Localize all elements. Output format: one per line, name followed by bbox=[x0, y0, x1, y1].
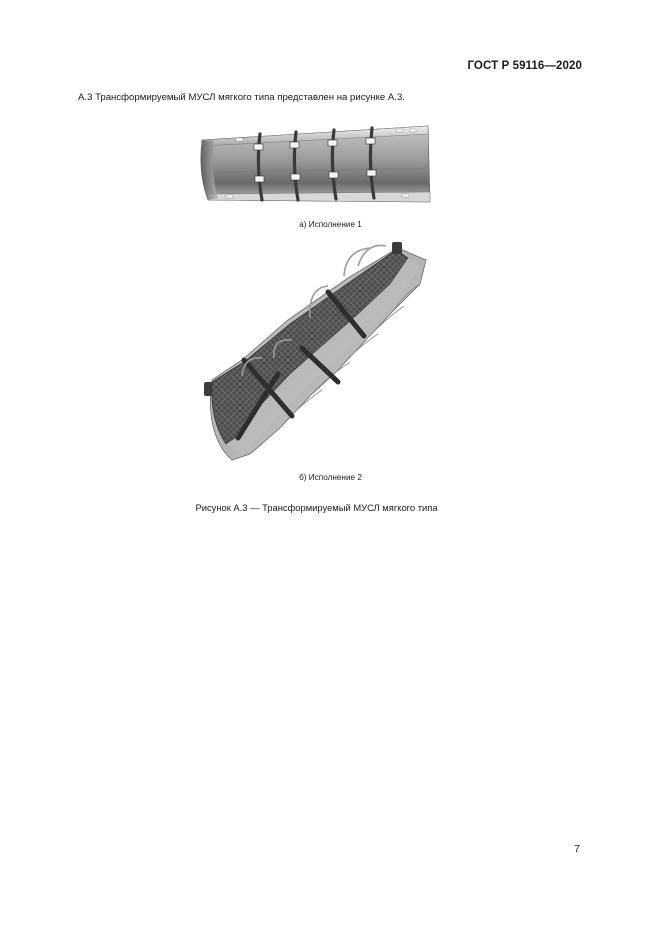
stretcher-variant-1-image bbox=[196, 124, 432, 208]
standard-code: ГОСТ Р 59116—2020 bbox=[467, 60, 582, 72]
figure-a-caption: а) Исполнение 1 bbox=[299, 220, 362, 229]
figure-title: Рисунок А.3 — Трансформируемый МУСЛ мягкого типа bbox=[195, 502, 438, 513]
stretcher-variant-2-image bbox=[198, 240, 430, 466]
page-number: 7 bbox=[574, 843, 580, 855]
intro-paragraph: А.3 Трансформируемый МУСЛ мягкого типа представлен на рисунке А.3. bbox=[78, 92, 405, 103]
figure-b-caption: б) Исполнение 2 bbox=[299, 473, 362, 482]
